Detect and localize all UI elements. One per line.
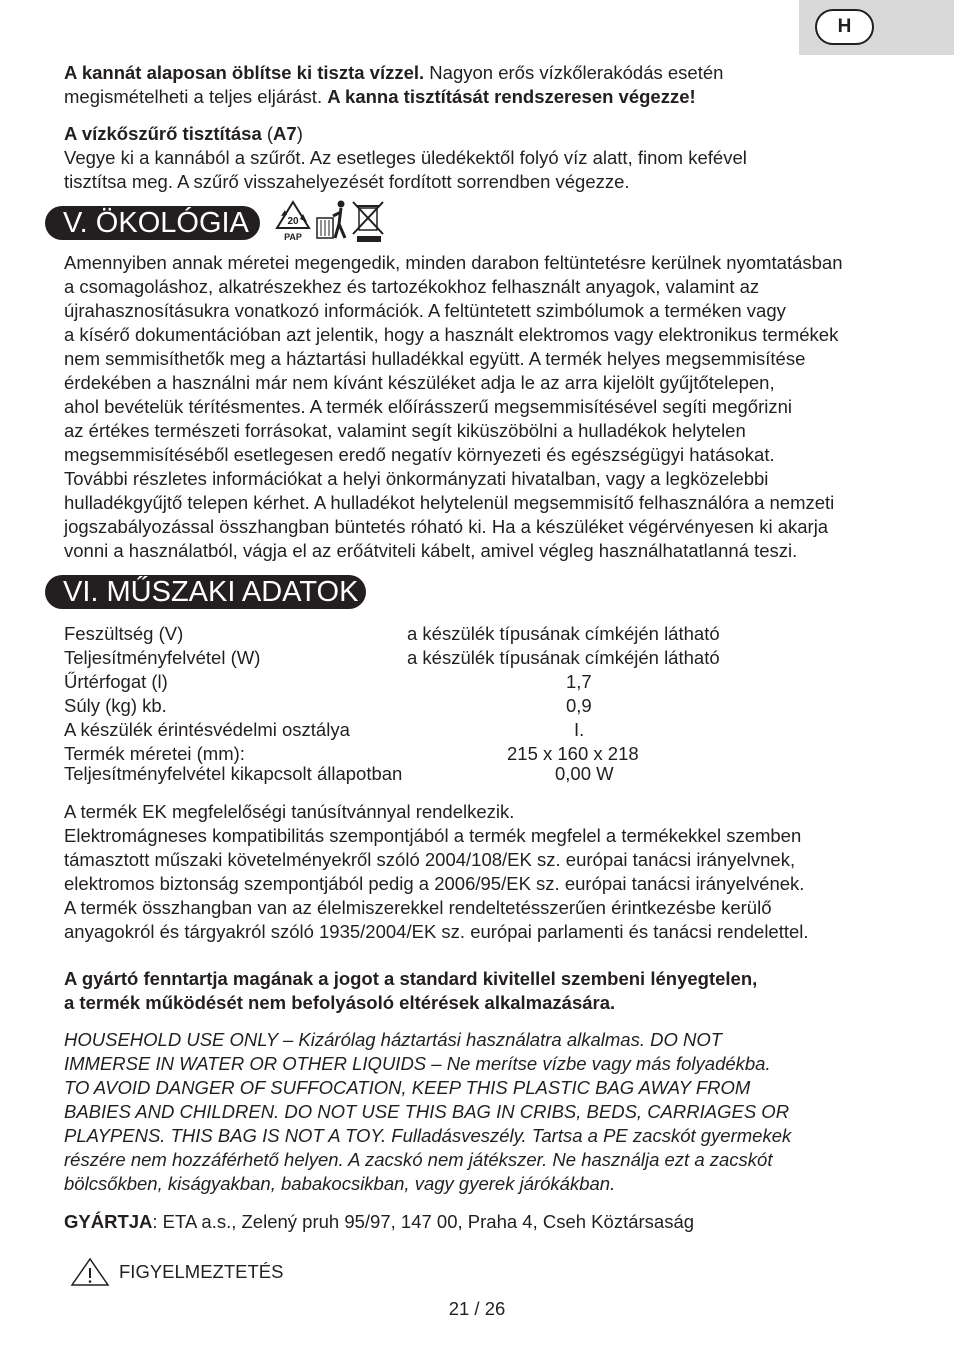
spec-value: 0,9 xyxy=(566,695,592,716)
recycle-code: 20 xyxy=(287,216,299,227)
weee-crossed-bin-icon xyxy=(353,202,383,242)
warning-line: részére nem hozzáférhető helyen. A zacskó nem játékszer. Ne használja ezt a zacskót xyxy=(64,1149,773,1170)
spec-value: I. xyxy=(574,719,585,740)
warning-line: TO AVOID DANGER OF SUFFOCATION, KEEP THIS PLASTIC BAG AWAY FROM xyxy=(64,1077,751,1098)
ecology-line: megsemmisítéséből esetlegesen eredő negatív környezeti és egészségügyi hatásokat. xyxy=(64,444,775,465)
intro-bold-2: A kanna tisztítását rendszeresen végezze! xyxy=(327,86,696,107)
warning-triangle-icon xyxy=(70,1257,110,1287)
conformity-line: támasztott műszaki követelményekről szóló 2004/108/EK sz. európai tanácsi irányelvnek, xyxy=(64,849,796,870)
language-tab xyxy=(799,0,954,55)
section-title-ecology: V. ÖKOLÓGIA xyxy=(45,206,260,240)
spec-value: a készülék típusának címkéjén látható xyxy=(407,647,720,668)
recycling-symbols xyxy=(275,198,387,246)
language-badge: H xyxy=(815,9,874,45)
ecology-line: érdekében a használni már nem kívánt készüléket adja le az arra kijelölt gyűjtőtelepen, xyxy=(64,372,775,393)
conformity-line: A termék összhangban van az élelmiszerekkel rendeltetésszerűen érintkezésbe kerülő xyxy=(64,897,772,918)
safety-warning-paragraph xyxy=(64,1028,894,1196)
conformity-line: Elektromágneses kompatibilitás szempontjából a termék megfelel a termékekkel szemben xyxy=(64,825,802,846)
spec-label: Űrtérfogat (l) xyxy=(64,671,168,692)
reservation-line: a termék működését nem befolyásoló eltérések alkalmazására. xyxy=(64,992,616,1013)
spec-label: Feszültség (V) xyxy=(64,623,184,644)
filter-text-line: tisztítsa meg. A szűrő visszahelyezését fordított sorrendben végezze. xyxy=(64,171,630,192)
ecology-line: ahol bevételük térítésmentes. A termék előírásszerű megsemmisítésével segíti megőrizni xyxy=(64,396,792,417)
spec-row xyxy=(64,742,824,762)
filter-section xyxy=(64,122,894,194)
ecology-line: újrahasznosításukra vonatkozó információk. A feltüntetett szimbólumok a terméken vagy xyxy=(64,300,786,321)
manufacturer-line xyxy=(64,1210,894,1234)
spec-row xyxy=(64,670,824,694)
reservation-line: A gyártó fenntartja magának a jogot a standard kivitellel szembeni lényegtelen, xyxy=(64,968,758,989)
recycle-icon xyxy=(277,202,309,242)
spec-label: Teljesítményfelvétel kikapcsolt állapotban xyxy=(64,763,403,784)
recycle-label: PAP xyxy=(284,232,302,242)
intro-text-1: Nagyon erős vízkőlerakódás esetén xyxy=(424,62,724,83)
spec-label: A készülék érintésvédelmi osztálya xyxy=(64,719,350,740)
warning-line: BABIES AND CHILDREN. DO NOT USE THIS BAG IN CRIBS, BEDS, CARRIAGES OR xyxy=(64,1101,790,1122)
section-title-technical-data: VI. MŰSZAKI ADATOK xyxy=(45,575,366,609)
ecology-line: az értékes természeti forrásokat, valamint segít kiküszöbölni a hulladékok helytelen xyxy=(64,420,746,441)
ecology-line: a csomagoláshoz, alkatrészekhez és tartozékokhoz felhasznált anyagok, valamint az xyxy=(64,276,760,297)
filter-text-line: Vegye ki a kannából a szűrőt. Az esetleges üledékektől folyó víz alatt, finom kefével xyxy=(64,147,747,168)
ecology-line: Amennyiben annak méretei megengedik, minden darabon feltüntetésre kerülnek nyomtatásban xyxy=(64,252,843,273)
spec-row xyxy=(64,762,824,786)
ecology-line: jogszabályozással összhangban büntetés róható ki. Ha a készüléket végérvényesen ki akarja xyxy=(64,516,829,537)
reservation-paragraph xyxy=(64,967,894,1015)
conformity-line: anyagokról és tárgyakról szóló 1935/2004/EK sz. európai parlamenti és tanácsi rendelettel. xyxy=(64,921,809,942)
intro-text-2: megismételheti a teljes eljárást. xyxy=(64,86,328,107)
ecology-line: További részletes információkat a helyi önkormányzati hivatalban, vagy a legközelebbi xyxy=(64,468,769,489)
spec-row xyxy=(64,646,824,670)
spec-row xyxy=(64,694,824,718)
manufacturer-label: GYÁRTJA xyxy=(64,1211,153,1232)
spec-row xyxy=(64,718,824,742)
filter-heading: A vízkőszűrő tisztítása (A7) xyxy=(64,123,303,144)
conformity-paragraph xyxy=(64,800,894,944)
ecology-line: a kísérő dokumentációban azt jelentik, hogy a használt elektromos vagy elektronikus termékek xyxy=(64,324,839,345)
spec-table xyxy=(64,622,824,786)
spec-label: Termék méretei (mm): xyxy=(64,743,245,764)
spec-value: 1,7 xyxy=(566,671,592,692)
spec-value: 0,00 W xyxy=(555,763,614,784)
spec-value: a készülék típusának címkéjén látható xyxy=(407,623,720,644)
tidy-bin-icon xyxy=(317,201,345,239)
spec-label: Súly (kg) kb. xyxy=(64,695,167,716)
warning-line: IMMERSE IN WATER OR OTHER LIQUIDS – Ne merítse vízbe vagy más folyadékba. xyxy=(64,1053,771,1074)
ecology-line: nem semmisíthetők meg a háztartási hulladékkal együtt. A termék helyes megsemmisítése xyxy=(64,348,806,369)
manufacturer-address: : ETA a.s., Zelený pruh 95/97, 147 00, Praha 4, Cseh Köztársaság xyxy=(152,1211,695,1232)
caution-label: FIGYELMEZTETÉS xyxy=(119,1261,284,1282)
warning-line: HOUSEHOLD USE ONLY – Kizárólag háztartási használatra alkalmas. DO NOT xyxy=(64,1029,723,1050)
spec-value: 215 x 160 x 218 xyxy=(507,743,639,764)
ecology-line: hulladékgyűjtő telepen kérhet. A hulladékot helytelenül megsemmisítő felhasználóra a nemzeti xyxy=(64,492,835,513)
page-number: 21 / 26 xyxy=(448,1298,506,1319)
warning-line: bölcsőkben, kiságyakban, babakocsikban, vagy gyerek járókákban. xyxy=(64,1173,616,1194)
intro-bold-1: A kannát alaposan öblítse ki tiszta vízzel. xyxy=(64,62,425,83)
ecology-paragraph xyxy=(64,251,894,563)
conformity-line: A termék EK megfelelőségi tanúsítvánnyal rendelkezik. xyxy=(64,801,515,822)
ecology-line: vonni a használatból, vágja el az erőátviteli kábelt, amivel végleg használhatatlanná teszi. xyxy=(64,540,798,561)
spec-label: Teljesítményfelvétel (W) xyxy=(64,647,261,668)
spec-row xyxy=(64,622,824,646)
intro-paragraph xyxy=(64,61,894,109)
conformity-line: elektromos biztonság szempontjából pedig a 2006/95/EK sz. európai tanácsi irányelvének. xyxy=(64,873,805,894)
warning-line: PLAYPENS. THIS BAG IS NOT A TOY. Fulladásveszély. Tartsa a PE zacskót gyermekek xyxy=(64,1125,792,1146)
